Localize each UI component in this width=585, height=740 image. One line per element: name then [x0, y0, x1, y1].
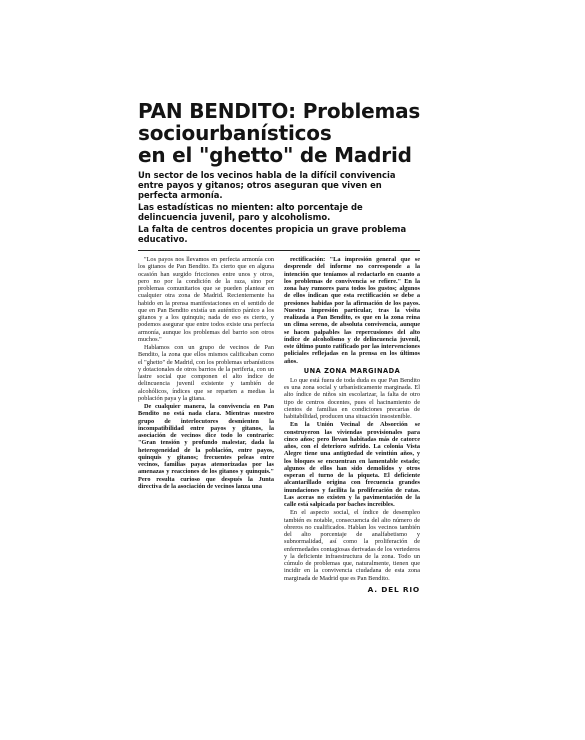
headline-line: sociourbanísticos — [138, 121, 332, 145]
article-body — [138, 256, 420, 594]
subhead: Un sector de los vecinos habla de la difícil convivencia entre payos y gitanos; otros aseguran que viven en perfecta armonía. — [138, 170, 396, 200]
headline-line: en el "ghetto" de Madrid — [138, 143, 412, 167]
paragraph: En el aspecto social, el índice de desempleo también es notable, consecuencia del alto número de obreros no cualificados. Hablan los vecinos también del alto porcentaje de analfabetismo y subnormalidad, así como la proliferación de enfermedades contagiosas derivadas de los vertederos y la deficiente infraestructura de la zona. Todo un cúmulo de problemas que, naturalmente, tienen que incidir en la convivencia ciudadana de esta zona marginada de Madrid que es Pan Bendito. — [284, 509, 420, 582]
section-heading: UNA ZONA MARGINADA — [303, 366, 401, 375]
paragraph: "Los payos nos llevamos en perfecta armonía con los gitanos de Pan Bendito. Es cierto que en alguna ocasión han surgido fricciones entre unos y otros, pero no por la condición de la raza, sino por problemas comunitarios que se pueden plantear en cualquier otra zona de Madrid. Recientemente ha habido en la prensa manifestaciones en el sentido de que en Pan Bendito existía un auténtico pánico a los gitanos y a los quinquis; nada de eso es cierto, y podemos asegurar que entre todos existe una perfecta armonía, aunque los problemas del barrio son otros muchos." — [138, 256, 274, 343]
newspaper-clipping — [138, 100, 420, 594]
left-column — [138, 256, 274, 594]
subhead: Las estadísticas no mienten: alto porcentaje de delincuencia juvenil, paro y alcoholismo. — [138, 202, 363, 222]
paragraph: rectificación: "La impresión general que se desprende del informe no corresponde a la intención que teníamos al redactarlo en cuanto a los problemas de convivencia se refiere." En la zona hay rumores para todos los gustos; algunos de ellos indican que esta rectificación se debe a presiones habidas por la afirmación de los payos. Nuestra impresión particular, tras la visita realizada a Pan Bendito, es que en la zona reina un clima sereno, de absoluta convivencia, aunque se hacen palpables las repercusiones del alto índice de alcoholismo y de delincuencia juvenil, este último punto ratificado por las intervenciones policiales reflejadas en la prensa en los últimos años. — [284, 256, 420, 365]
paragraph: De cualquier manera, la convivencia en Pan Bendito no está nada clara. Mientras nuestro grupo de interlocutores desmienten la incompatibilidad entre payos y gitanos, la asociación de vecinos dice todo lo contrario: "Gran tensión y profundo malestar, dada la heterogeneidad de la población, entre payos, quinquis y gitanos; frecuentes peleas entre vecinos, familias payas atemorizadas por las amenazas y reacciones de los gitanos y quinquis." Pero resulta curioso que después la Junta directiva de la asociación de vecinos lanza una — [138, 403, 274, 490]
right-column — [284, 256, 420, 594]
paragraph: En la Unión Vecinal de Absorción se construyeron las viviendas provisionales para cinco años; pero llevan habitadas más de catorce años, con el deterioro sufrido. La colonia Vista Alegre tiene una antigüedad de veintiún años, y los bloques se encuentran en lamentable estado; algunos de ellos han sido demolidos y otros esperan el turno de la piqueta. El deficiente alcantarillado origina con frecuencia grandes inundaciones y facilita la proliferación de ratas. Las aceras no existen y la pavimentación de la calle está salpicada por baches increíbles. — [284, 421, 420, 508]
headline — [138, 100, 420, 166]
headline-line: PAN BENDITO: Problemas — [138, 99, 421, 123]
subhead: La falta de centros docentes propicia un grave problema educativo. — [138, 224, 407, 244]
subheads — [138, 170, 420, 244]
paragraph: Hablamos con un grupo de vecinos de Pan Bendito, la zona que ellos mismos calificaban como el "ghetto" de Madrid, con los problemas urbanísticos y dotacionales de otros barrios de la periferia, con un lastre social que componen el alto índice de delincuencia juvenil existente y también de alcohólicos, índices que se reparten a medias la población paya y la gitana. — [138, 344, 274, 402]
divider — [138, 250, 420, 251]
byline: A. DEL RIO — [367, 584, 420, 594]
paragraph: Lo que está fuera de toda duda es que Pan Bendito es una zona social y urbanísticamente marginada. El alto índice de niños sin escolarizar, la falta de otro tipo de centros docentes, pues el hacinamiento de cientos de familias en condiciones precarias de habitabilidad, producen una situación insostenible. — [284, 376, 420, 420]
